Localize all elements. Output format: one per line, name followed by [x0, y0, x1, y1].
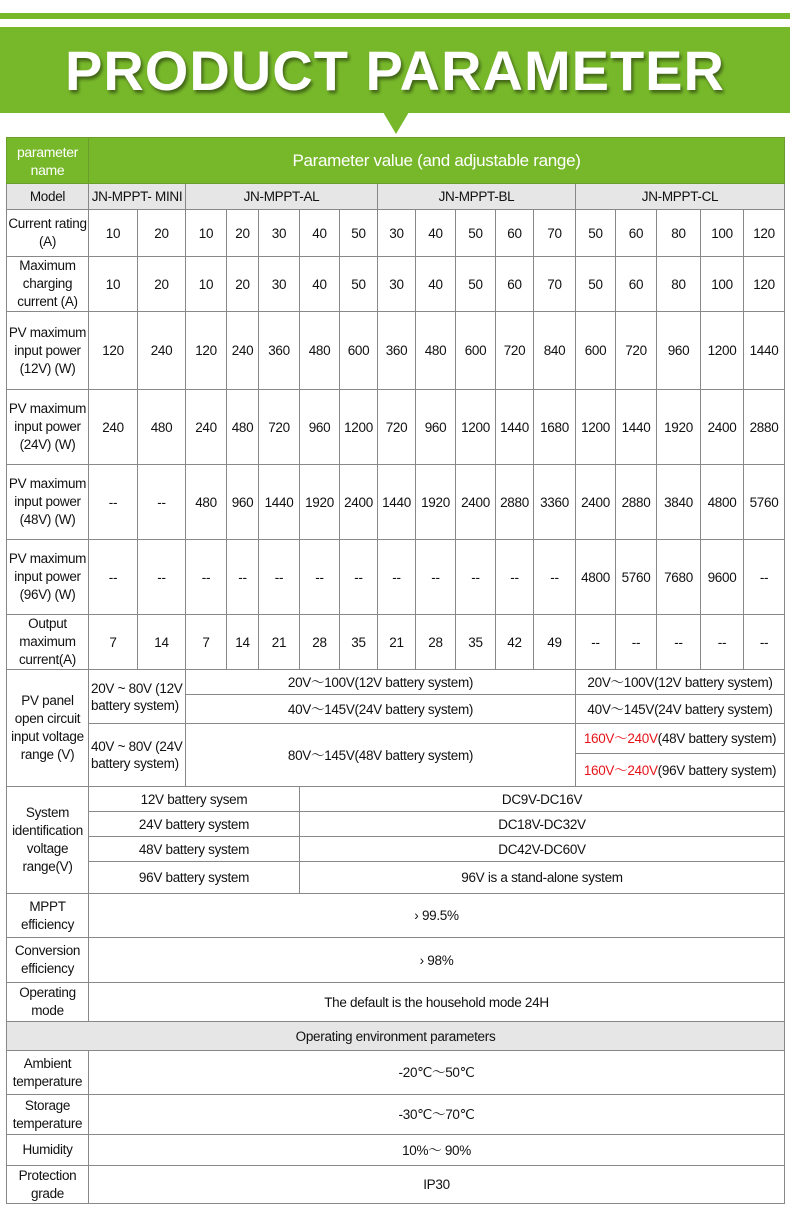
highlight-voltage: 160V～240V — [583, 731, 658, 746]
value-cell: 120 — [186, 312, 227, 390]
value-cell: 1920 — [416, 465, 456, 540]
pv-panel-row — [7, 670, 785, 695]
value-cell: 100 — [701, 257, 744, 312]
battery-system: 12V battery sysem — [89, 787, 300, 812]
value-cell: The default is the household mode 24H — [89, 983, 785, 1022]
row-label: PV maximum input power (48V) (W) — [7, 465, 89, 540]
value-cell: -- — [744, 615, 785, 670]
battery-system: 40V～145V(24V battery system) — [587, 701, 773, 717]
battery-system: (48V battery system) — [657, 731, 777, 746]
value-cell: 1200 — [576, 390, 616, 465]
value-cell: 1440 — [744, 312, 785, 390]
al-bl-range: 40V～145V(24V battery system) — [186, 695, 576, 724]
value-cell: 2400 — [456, 465, 496, 540]
value-cell: 1440 — [259, 465, 300, 540]
cl-range — [576, 670, 785, 695]
value-cell: 2880 — [744, 390, 785, 465]
row-label: System identification voltage range(V) — [7, 787, 89, 894]
value-cell: 20 — [227, 257, 259, 312]
voltage-range: DC9V-DC16V — [300, 787, 785, 812]
row-label: PV maximum input power (24V) (W) — [7, 390, 89, 465]
value-cell: 40 — [416, 257, 456, 312]
value-cell: 720 — [259, 390, 300, 465]
value-cell: -- — [576, 615, 616, 670]
value-cell: › 98% — [89, 938, 785, 983]
value-cell: 240 — [138, 312, 186, 390]
value-cell: 1440 — [616, 390, 657, 465]
value-cell: -- — [340, 540, 378, 615]
system-id-row — [7, 862, 785, 894]
value-cell: 40 — [416, 210, 456, 257]
value-cell: 720 — [616, 312, 657, 390]
value-cell: -- — [534, 540, 576, 615]
value-cell: 50 — [576, 257, 616, 312]
spec-row — [7, 210, 785, 257]
value-cell: 3840 — [657, 465, 701, 540]
mini-range: 20V ~ 80V (12V battery system) — [89, 670, 186, 724]
value-cell: 960 — [657, 312, 701, 390]
row-label: MPPT efficiency — [7, 894, 89, 938]
value-cell: -- — [186, 540, 227, 615]
value-cell: 60 — [616, 210, 657, 257]
value-cell: 360 — [378, 312, 416, 390]
value-cell: 70 — [534, 210, 576, 257]
value-cell: 1200 — [701, 312, 744, 390]
value-cell: 240 — [227, 312, 259, 390]
value-cell: 480 — [186, 465, 227, 540]
value-cell: 600 — [340, 312, 378, 390]
value-cell: 1920 — [657, 390, 701, 465]
env-section-title: Operating environment parameters — [7, 1022, 785, 1051]
cl-range — [576, 724, 785, 754]
spec-row — [7, 540, 785, 615]
value-cell: 600 — [576, 312, 616, 390]
cl-range — [576, 695, 785, 724]
value-cell: 35 — [340, 615, 378, 670]
value-cell: 5760 — [744, 465, 785, 540]
battery-system: (96V battery system) — [657, 762, 777, 778]
battery-system: 20V～100V(12V battery system) — [587, 674, 773, 690]
env-header-row — [7, 1022, 785, 1051]
value-cell: 14 — [227, 615, 259, 670]
value-cell: 100 — [701, 210, 744, 257]
mini-range: 40V ~ 80V (24V battery system) — [89, 724, 186, 787]
value-cell: 42 — [496, 615, 534, 670]
value-cell: 50 — [576, 210, 616, 257]
spec-row — [7, 465, 785, 540]
value-cell: 70 — [534, 257, 576, 312]
env-row — [7, 1095, 785, 1135]
value-cell: 20 — [138, 210, 186, 257]
value-cell: 480 — [300, 312, 340, 390]
value-cell: 20 — [227, 210, 259, 257]
value-cell: 3360 — [534, 465, 576, 540]
value-cell: 120 — [89, 312, 138, 390]
title-banner — [0, 27, 790, 113]
system-id-row — [7, 837, 785, 862]
env-row — [7, 1051, 785, 1095]
value-cell: 60 — [616, 257, 657, 312]
value-cell: 80 — [657, 210, 701, 257]
value-cell: 120 — [744, 257, 785, 312]
value-cell: 10 — [186, 257, 227, 312]
value-cell: 21 — [259, 615, 300, 670]
row-label: Storage temperature — [7, 1095, 89, 1135]
row-label: Protection grade — [7, 1166, 89, 1204]
value-cell: 50 — [456, 210, 496, 257]
row-label: Humidity — [7, 1135, 89, 1166]
value-cell: -- — [259, 540, 300, 615]
value-cell: 7680 — [657, 540, 701, 615]
row-label: Current rating (A) — [7, 210, 89, 257]
header-row — [7, 138, 785, 184]
value-cell: -- — [456, 540, 496, 615]
pv-panel-row — [7, 724, 785, 754]
value-cell: 720 — [496, 312, 534, 390]
voltage-range: 96V is a stand-alone system — [300, 862, 785, 894]
value-cell: -- — [657, 615, 701, 670]
value-cell: IP30 — [89, 1166, 785, 1204]
value-cell: 9600 — [701, 540, 744, 615]
value-cell: 2400 — [576, 465, 616, 540]
model-group: JN-MPPT-CL — [576, 184, 785, 210]
value-cell: -- — [496, 540, 534, 615]
value-cell: -- — [138, 465, 186, 540]
value-cell: 10%～ 90% — [89, 1135, 785, 1166]
row-label: Conversion efficiency — [7, 938, 89, 983]
battery-system: 48V battery system — [89, 837, 300, 862]
env-row — [7, 1166, 785, 1204]
value-cell: 1440 — [378, 465, 416, 540]
spec-row — [7, 938, 785, 983]
row-label: Operating mode — [7, 983, 89, 1022]
highlight-voltage: 160V～240V — [583, 762, 658, 778]
spec-row — [7, 983, 785, 1022]
value-cell: 600 — [456, 312, 496, 390]
value-cell: 4800 — [576, 540, 616, 615]
value-cell: -20℃～50℃ — [89, 1051, 785, 1095]
value-cell: 480 — [416, 312, 456, 390]
value-cell: 30 — [378, 210, 416, 257]
value-cell: 240 — [186, 390, 227, 465]
value-cell: 1920 — [300, 465, 340, 540]
system-id-row — [7, 812, 785, 837]
value-cell: 60 — [496, 257, 534, 312]
row-label: Output maximum current(A) — [7, 615, 89, 670]
value-cell: 2880 — [496, 465, 534, 540]
value-cell: 50 — [456, 257, 496, 312]
value-cell: 960 — [227, 465, 259, 540]
row-label: Ambient temperature — [7, 1051, 89, 1095]
param-value-header: Parameter value (and adjustable range) — [89, 138, 785, 184]
value-cell: -- — [138, 540, 186, 615]
value-cell: 1680 — [534, 390, 576, 465]
value-cell: -- — [744, 540, 785, 615]
value-cell: 240 — [89, 390, 138, 465]
value-cell: 10 — [186, 210, 227, 257]
value-cell: 49 — [534, 615, 576, 670]
value-cell: 1440 — [496, 390, 534, 465]
value-cell: 480 — [138, 390, 186, 465]
value-cell: 20 — [138, 257, 186, 312]
value-cell: 21 — [378, 615, 416, 670]
value-cell: 960 — [416, 390, 456, 465]
value-cell: 2400 — [340, 465, 378, 540]
value-cell: -- — [701, 615, 744, 670]
parameter-table — [6, 137, 785, 1204]
value-cell: 2880 — [616, 465, 657, 540]
value-cell: 80 — [657, 257, 701, 312]
value-cell: 30 — [378, 257, 416, 312]
row-label: Maximum charging current (A) — [7, 257, 89, 312]
value-cell: 35 — [456, 615, 496, 670]
spec-row — [7, 312, 785, 390]
battery-system: 96V battery system — [89, 862, 300, 894]
value-cell: 60 — [496, 210, 534, 257]
value-cell: 1200 — [456, 390, 496, 465]
model-group: JN-MPPT-BL — [378, 184, 576, 210]
value-cell: 28 — [416, 615, 456, 670]
value-cell: 10 — [89, 210, 138, 257]
value-cell: -- — [378, 540, 416, 615]
value-cell: 50 — [340, 210, 378, 257]
cl-range — [576, 754, 785, 787]
value-cell: -- — [89, 540, 138, 615]
value-cell: 10 — [89, 257, 138, 312]
model-label: Model — [7, 184, 89, 210]
al-bl-range: 80V～145V(48V battery system) — [186, 724, 576, 787]
value-cell: 50 — [340, 257, 378, 312]
value-cell: -- — [89, 465, 138, 540]
value-cell: 28 — [300, 615, 340, 670]
value-cell: › 99.5% — [89, 894, 785, 938]
battery-system: 24V battery system — [89, 812, 300, 837]
value-cell: 2400 — [701, 390, 744, 465]
voltage-range: DC42V-DC60V — [300, 837, 785, 862]
spec-row — [7, 257, 785, 312]
value-cell: 120 — [744, 210, 785, 257]
value-cell: -- — [227, 540, 259, 615]
value-cell: 30 — [259, 257, 300, 312]
top-divider — [0, 13, 790, 19]
value-cell: -- — [300, 540, 340, 615]
value-cell: 40 — [300, 210, 340, 257]
value-cell: 1200 — [340, 390, 378, 465]
system-id-row — [7, 787, 785, 812]
page-title: PRODUCT PARAMETER — [65, 38, 725, 102]
value-cell: 840 — [534, 312, 576, 390]
row-label: PV maximum input power (12V) (W) — [7, 312, 89, 390]
voltage-range: DC18V-DC32V — [300, 812, 785, 837]
param-name-header: parameter name — [7, 138, 89, 184]
value-cell: -- — [416, 540, 456, 615]
value-cell: 7 — [186, 615, 227, 670]
value-cell: 360 — [259, 312, 300, 390]
value-cell: 4800 — [701, 465, 744, 540]
value-cell: 30 — [259, 210, 300, 257]
value-cell: 960 — [300, 390, 340, 465]
spec-row — [7, 390, 785, 465]
value-cell: 14 — [138, 615, 186, 670]
row-label: PV panel open circuit input voltage range (V) — [7, 670, 89, 787]
banner-pointer — [383, 112, 409, 134]
value-cell: 40 — [300, 257, 340, 312]
env-row — [7, 1135, 785, 1166]
value-cell: 720 — [378, 390, 416, 465]
value-cell: -- — [616, 615, 657, 670]
value-cell: 5760 — [616, 540, 657, 615]
value-cell: 7 — [89, 615, 138, 670]
model-row — [7, 184, 785, 210]
model-group: JN-MPPT-AL — [186, 184, 378, 210]
al-bl-range: 20V～100V(12V battery system) — [186, 670, 576, 695]
value-cell: 480 — [227, 390, 259, 465]
spec-row — [7, 615, 785, 670]
spec-row — [7, 894, 785, 938]
row-label: PV maximum input power (96V) (W) — [7, 540, 89, 615]
model-group: JN-MPPT- MINI — [89, 184, 186, 210]
value-cell: -30℃～70℃ — [89, 1095, 785, 1135]
